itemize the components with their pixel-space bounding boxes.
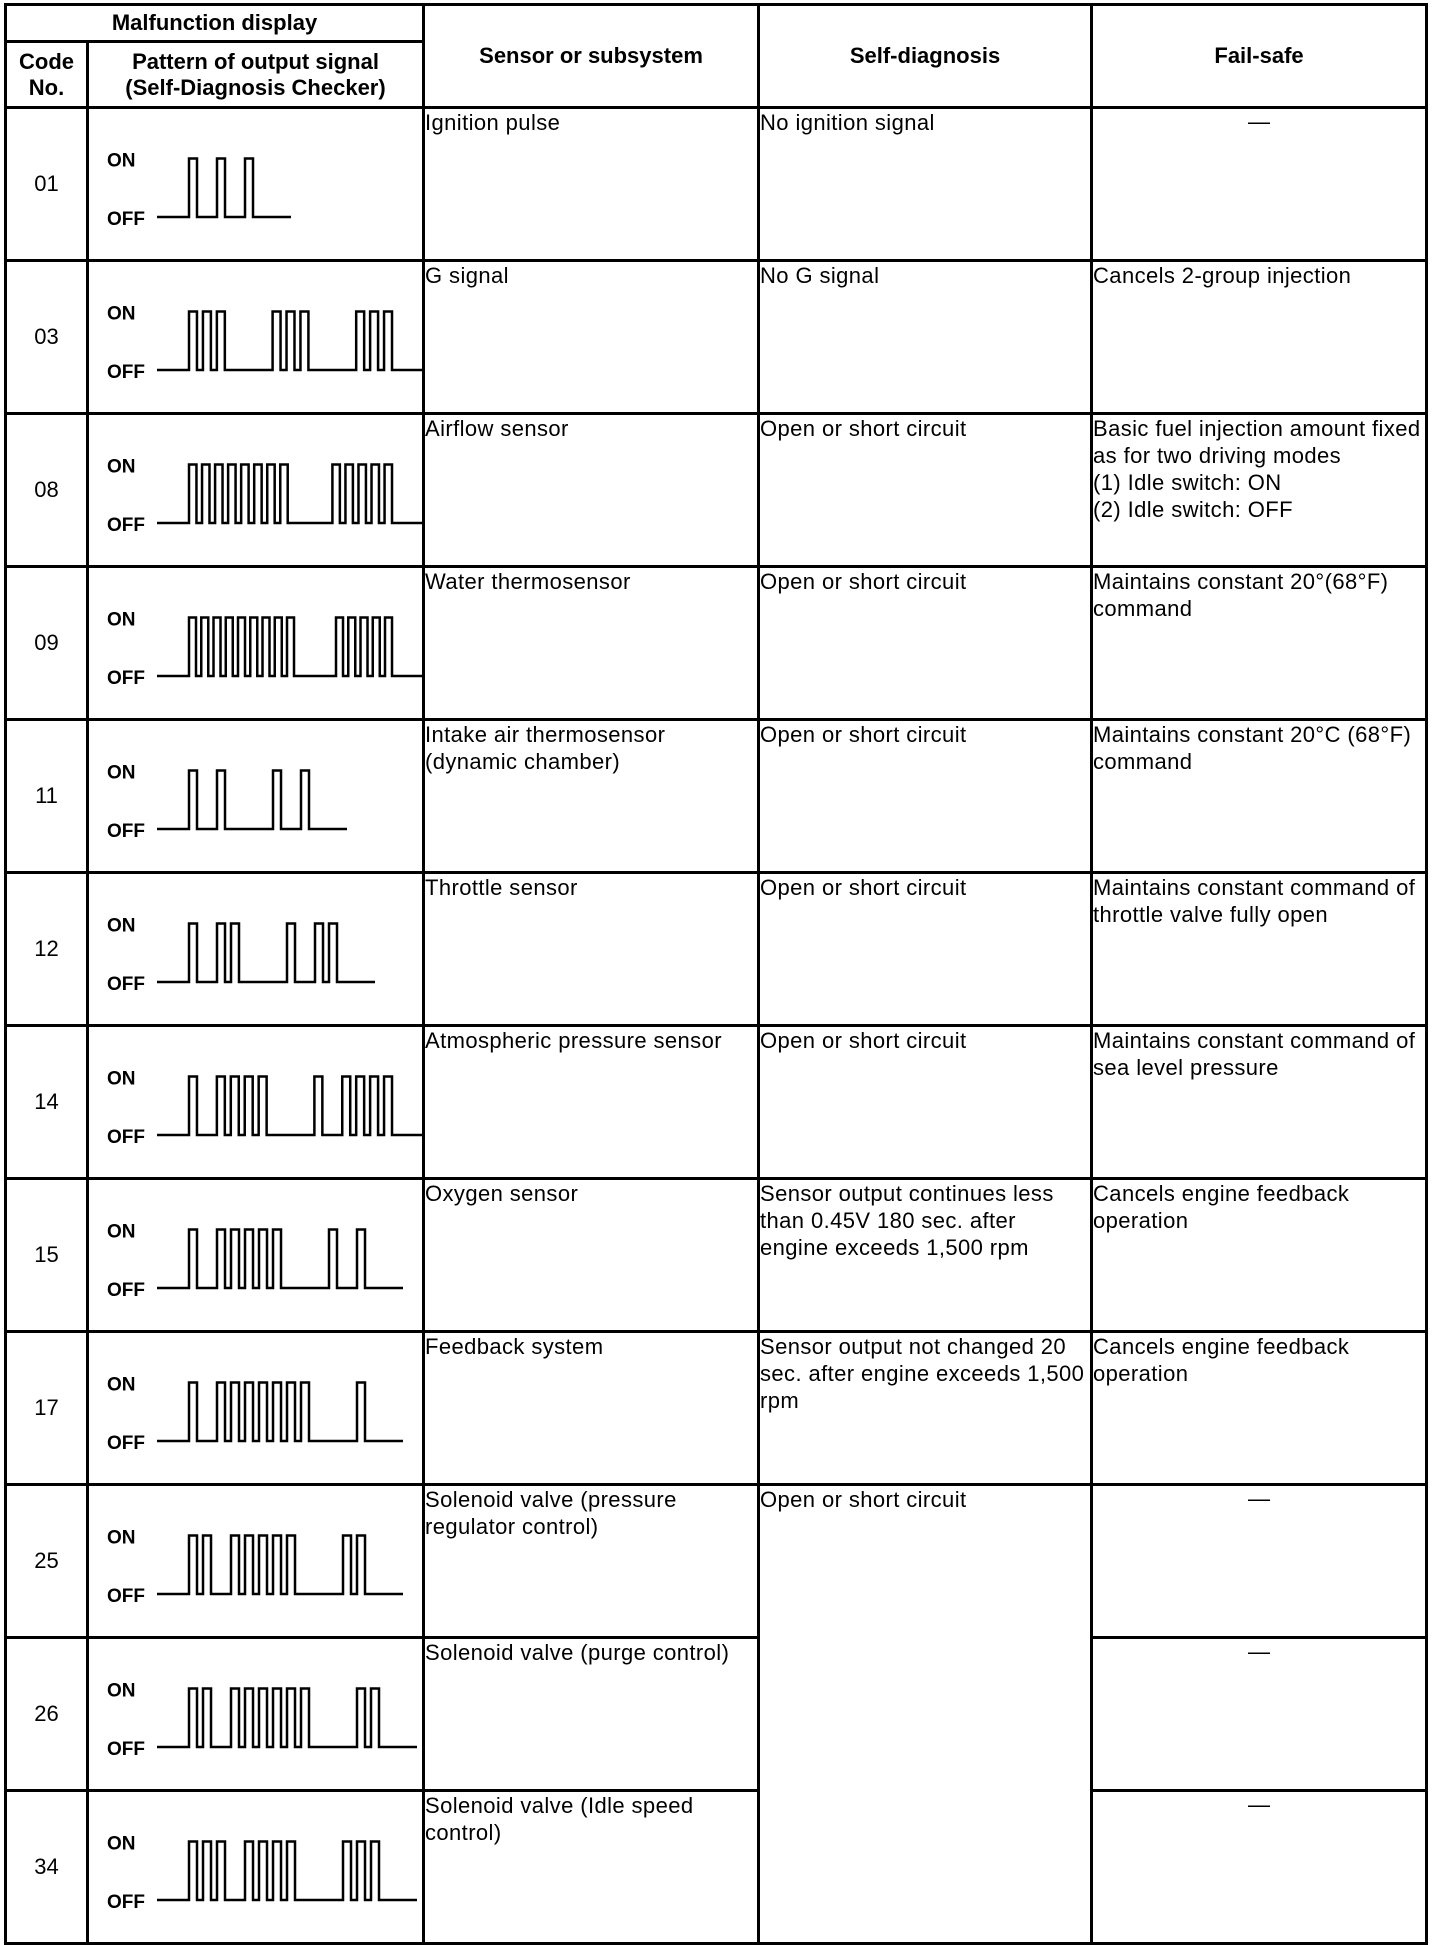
fail-safe-text: Maintains constant command of sea level pressure [1092, 1026, 1427, 1179]
sensor-name: Airflow sensor [424, 414, 759, 567]
sensor-name: Solenoid valve (purge control) [424, 1638, 759, 1791]
signal-trace [157, 618, 422, 677]
signal-trace [157, 1536, 403, 1595]
table-row [6, 1791, 1427, 1944]
fail-safe-text: Maintains constant command of throttle valve fully open [1092, 873, 1427, 1026]
off-label: OFF [107, 1739, 146, 1760]
self-diagnosis-text: Sensor output not changed 20 sec. after engine exceeds 1,500 rpm [759, 1332, 1092, 1485]
self-diagnosis-text: Sensor output continues less than 0.45V 180 sec. after engine exceeds 1,500 rpm [759, 1179, 1092, 1332]
header-code-no: Code No. [6, 42, 88, 108]
signal-waveform [89, 1639, 422, 1789]
signal-waveform [89, 874, 422, 1024]
output-signal-pattern [88, 414, 424, 567]
off-label: OFF [107, 821, 146, 842]
signal-trace [157, 924, 375, 983]
fail-safe-text: Basic fuel injection amount fixed as for two driving modes (1) Idle switch: ON (2) Idle switch: OFF [1092, 414, 1427, 567]
header-self-diagnosis: Self-diagnosis [759, 5, 1092, 108]
table-row [6, 1026, 1427, 1179]
output-signal-pattern [88, 1485, 424, 1638]
code-number: 25 [6, 1485, 88, 1638]
signal-waveform [89, 109, 422, 259]
off-label: OFF [107, 1892, 146, 1913]
signal-waveform [89, 1333, 422, 1483]
code-number: 12 [6, 873, 88, 1026]
table-row [6, 261, 1427, 414]
self-diagnosis-text: No ignition signal [759, 108, 1092, 261]
sensor-name: G signal [424, 261, 759, 414]
sensor-name: Feedback system [424, 1332, 759, 1485]
fail-safe-text: — [1092, 108, 1427, 261]
on-label: ON [107, 1068, 136, 1090]
fail-safe-text: — [1092, 1638, 1427, 1791]
sensor-name: Solenoid valve (Idle speed control) [424, 1791, 759, 1944]
table-row [6, 567, 1427, 720]
fail-safe-text: Cancels 2-group injection [1092, 261, 1427, 414]
signal-trace [157, 159, 291, 218]
output-signal-pattern [88, 1638, 424, 1791]
sensor-name: Throttle sensor [424, 873, 759, 1026]
fail-safe-text: Cancels engine feedback operation [1092, 1179, 1427, 1332]
sensor-name: Atmospheric pressure sensor [424, 1026, 759, 1179]
signal-trace [157, 1077, 422, 1136]
fail-safe-text: — [1092, 1791, 1427, 1944]
output-signal-pattern [88, 720, 424, 873]
header-malfunction-display: Malfunction display [6, 5, 424, 42]
output-signal-pattern [88, 567, 424, 720]
signal-waveform [89, 262, 422, 412]
output-signal-pattern [88, 1332, 424, 1485]
table-row [6, 1638, 1427, 1791]
self-diagnosis-text: Open or short circuit [759, 873, 1092, 1026]
on-label: ON [107, 303, 136, 325]
on-label: ON [107, 456, 136, 478]
header-sensor: Sensor or subsystem [424, 5, 759, 108]
on-label: ON [107, 1221, 136, 1243]
off-label: OFF [107, 668, 146, 689]
self-diagnosis-text: Open or short circuit [759, 1026, 1092, 1179]
table-row [6, 1332, 1427, 1485]
self-diagnosis-text: Open or short circuit [759, 720, 1092, 873]
code-number: 14 [6, 1026, 88, 1179]
signal-waveform [89, 1486, 422, 1636]
self-diagnosis-text: Open or short circuit [759, 567, 1092, 720]
header-fail-safe: Fail-safe [1092, 5, 1427, 108]
on-label: ON [107, 1833, 136, 1855]
table-row [6, 108, 1427, 261]
signal-trace [157, 1689, 417, 1748]
output-signal-pattern [88, 1179, 424, 1332]
on-label: ON [107, 1374, 136, 1396]
fail-safe-text: — [1092, 1485, 1427, 1638]
off-label: OFF [107, 974, 146, 995]
sensor-name: Intake air thermosensor (dynamic chamber) [424, 720, 759, 873]
malfunction-code-table [4, 3, 1428, 1945]
on-label: ON [107, 1527, 136, 1549]
signal-waveform [89, 1027, 422, 1177]
on-label: ON [107, 762, 136, 784]
on-label: ON [107, 915, 136, 937]
signal-trace [157, 1842, 417, 1901]
code-number: 03 [6, 261, 88, 414]
off-label: OFF [107, 1586, 146, 1607]
on-label: ON [107, 150, 136, 172]
off-label: OFF [107, 1433, 146, 1454]
self-diagnosis-text: Open or short circuit [759, 1485, 1092, 1944]
signal-waveform [89, 1180, 422, 1330]
code-number: 09 [6, 567, 88, 720]
off-label: OFF [107, 1280, 146, 1301]
table-row [6, 720, 1427, 873]
table-row [6, 873, 1427, 1026]
header-row-top [6, 5, 1427, 42]
signal-trace [157, 771, 347, 830]
signal-trace [157, 465, 422, 524]
off-label: OFF [107, 515, 146, 536]
self-diagnosis-text: No G signal [759, 261, 1092, 414]
fail-safe-text: Maintains constant 20°C (68°F) command [1092, 720, 1427, 873]
code-number: 11 [6, 720, 88, 873]
off-label: OFF [107, 209, 146, 230]
code-number: 34 [6, 1791, 88, 1944]
sensor-name: Ignition pulse [424, 108, 759, 261]
signal-trace [157, 1383, 403, 1442]
code-number: 01 [6, 108, 88, 261]
fail-safe-text: Maintains constant 20°(68°F) command [1092, 567, 1427, 720]
signal-waveform [89, 1792, 422, 1942]
signal-waveform [89, 721, 422, 871]
off-label: OFF [107, 1127, 146, 1148]
sensor-name: Oxygen sensor [424, 1179, 759, 1332]
table-row [6, 414, 1427, 567]
output-signal-pattern [88, 1791, 424, 1944]
on-label: ON [107, 609, 136, 631]
code-number: 08 [6, 414, 88, 567]
output-signal-pattern [88, 108, 424, 261]
on-label: ON [107, 1680, 136, 1702]
fail-safe-text: Cancels engine feedback operation [1092, 1332, 1427, 1485]
table-row [6, 1179, 1427, 1332]
sensor-name: Solenoid valve (pressure regulator control) [424, 1485, 759, 1638]
output-signal-pattern [88, 261, 424, 414]
off-label: OFF [107, 362, 146, 383]
code-number: 17 [6, 1332, 88, 1485]
signal-trace [157, 312, 422, 371]
code-number: 26 [6, 1638, 88, 1791]
self-diagnosis-text: Open or short circuit [759, 414, 1092, 567]
output-signal-pattern [88, 1026, 424, 1179]
header-pattern: Pattern of output signal (Self-Diagnosis Checker) [88, 42, 424, 108]
signal-waveform [89, 415, 422, 565]
signal-waveform [89, 568, 422, 718]
output-signal-pattern [88, 873, 424, 1026]
signal-trace [157, 1230, 403, 1289]
sensor-name: Water thermosensor [424, 567, 759, 720]
code-number: 15 [6, 1179, 88, 1332]
table-row [6, 1485, 1427, 1638]
